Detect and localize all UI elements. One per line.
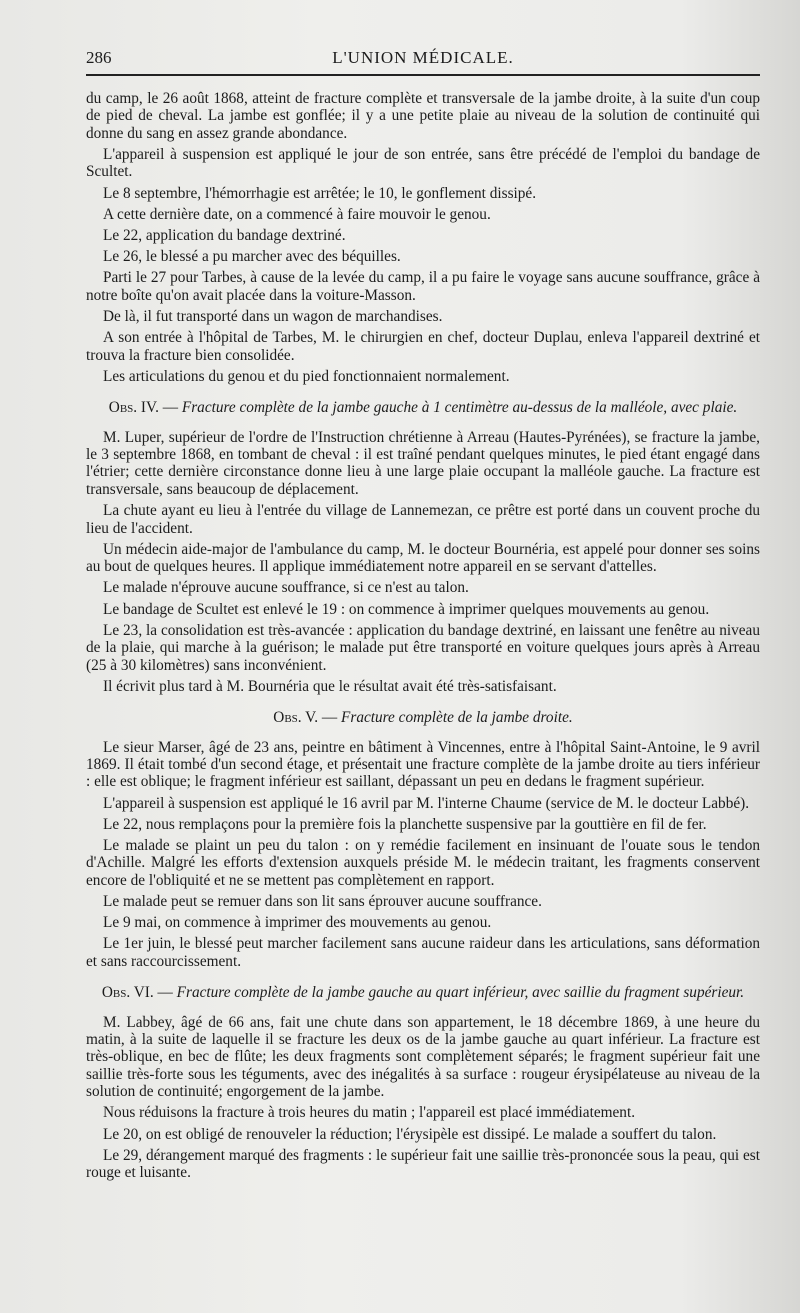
paragraph: Le 20, on est obligé de renouveler la réduction; l'érysipèle est dissipé. Le malade a souffert du talon.: [103, 1125, 717, 1143]
paragraph: De là, il fut transporté dans un wagon de marchandises.: [103, 308, 443, 326]
observation-label: Obs. VI.: [101, 984, 154, 1002]
paragraph: M. Labbey, âgé de 66 ans, fait une chute dans son appartement, le 18 décembre 1869, à une heure du matin, à la suite de laquelle il se fracture les deux os de la jambe gauche au quart inférieur. La fracture est très-oblique, en bec de flûte; les deux fragments sont complètement séparés; le fragment supérieur fait une saillie très-forte sous les téguments, avec des inégalités à sa surface : rougeur érysipélateuse au niveau de la solution de continuité; engorgement de la jambe.: [86, 1013, 760, 1101]
paragraph: Le 8 septembre, l'hémorrhagie est arrêtée; le 10, le gonflement dissipé.: [103, 184, 537, 202]
page-header: [86, 44, 760, 76]
paragraph: Il écrivit plus tard à M. Bournéria que le résultat avait été très-satisfaisant.: [103, 677, 557, 695]
paragraph: Le 22, nous remplaçons pour la première fois la planchette suspensive par la gouttière en fil de fer.: [103, 815, 707, 833]
running-title: L'UNION MÉDICALE.: [332, 48, 514, 67]
paragraph: Le malade n'éprouve aucune souffrance, si ce n'est au talon.: [103, 579, 469, 597]
paragraph: M. Luper, supérieur de l'ordre de l'Instruction chrétienne à Arreau (Hautes-Pyrénées), se fracture la jambe, le 3 septembre 1868, en tombant de cheval : il est traîné pendant quelques minutes, le pied étant engagé dans l'étrier; cette dernière circonstance donne lieu à une large plaie occupant la malléole gauche. La fracture est transversale, sans beaucoup de déplacement.: [86, 428, 760, 498]
paragraph: Nous réduisons la fracture à trois heures du matin ; l'appareil est placé immédiatement.: [103, 1104, 636, 1122]
heading-dash: —: [153, 984, 177, 1002]
paragraph: La chute ayant eu lieu à l'entrée du village de Lannemezan, ce prêtre est porté dans un couvent proche du lieu de l'accident.: [86, 502, 760, 537]
page-number: 286: [86, 48, 112, 67]
paragraph: Un médecin aide-major de l'ambulance du camp, M. le docteur Bournéria, est appelé pour donner ses soins au bout de quelques heures. Il applique immédiatement notre appareil en se servant d'attelles.: [86, 540, 760, 576]
heading-dash: —: [318, 709, 342, 727]
paragraph: Le 29, dérangement marqué des fragments : le supérieur fait une saillie très-prononcée sous la peau, qui est rouge et luisante.: [86, 1146, 760, 1182]
observation-title: Fracture complète de la jambe droite.: [341, 709, 573, 727]
paragraph: L'appareil à suspension est appliqué le jour de son entrée, sans être précédé de l'emploi du bandage de Scultet.: [86, 146, 760, 181]
observation-label: Obs. V.: [273, 709, 319, 727]
paragraph: L'appareil à suspension est appliqué le 16 avril par M. l'interne Chaume (service de M. le docteur Labbé).: [103, 794, 750, 812]
observation-label: Obs. IV.: [108, 399, 159, 417]
paragraph: Le malade se plaint un peu du talon : on y remédie facilement en insinuant de l'ouate sous le tendon d'Achille. Malgré les efforts d'extension auxquels préside M. le médecin traitant, les fragments conservent encore de l'obliquité et ne se mettent pas complètement en rapport.: [86, 836, 760, 889]
paragraph: Le bandage de Scultet est enlevé le 19 : on commence à imprimer quelques mouvements au genou.: [103, 600, 710, 618]
observation-heading: [86, 984, 760, 1001]
paragraph: Le 23, la consolidation est très-avancée : application du bandage dextriné, en laissant une fenêtre au niveau de la plaie, qui marche à la guérison; le malade put être transporté en voiture quelques jours après à Arreau (25 à 30 kilomètres) sans inconvénient.: [86, 621, 760, 674]
observation-title: Fracture complète de la jambe gauche à 1 centimètre au-dessus de la malléole, avec plaie.: [181, 399, 738, 417]
paragraph: Le sieur Marser, âgé de 23 ans, peintre en bâtiment à Vincennes, entre à l'hôpital Saint-Antoine, le 9 avril 1869. Il était tombé d'un second étage, et présentait une fracture complète de la jambe droite au tiers inférieur : elle est oblique; le fragment inférieur est saillant, dépassant un peu en dedans le fragment supérieur.: [86, 738, 760, 791]
paragraph: Le 22, application du bandage dextriné.: [103, 227, 346, 245]
paragraph: Le 26, le blessé a pu marcher avec des béquilles.: [103, 248, 401, 266]
paragraph: du camp, le 26 août 1868, atteint de fracture complète et transversale de la jambe droite, à la suite d'un coup de pied de cheval. La jambe est gonflée; il y a une petite plaie au niveau de la solution de continuité qui donne du sang en assez grande abondance.: [86, 90, 760, 142]
observation-heading: [86, 709, 760, 726]
observation-title: Fracture complète de la jambe gauche au quart inférieur, avec saillie du fragment supérieur.: [176, 984, 745, 1002]
paragraph: A son entrée à l'hôpital de Tarbes, M. le chirurgien en chef, docteur Duplau, enleva l'appareil dextriné et trouva la fracture bien consolidée.: [86, 329, 760, 364]
paragraph: Le 1er juin, le blessé peut marcher facilement sans aucune raideur dans les articulations, sans déformation et sans raccourcissement.: [86, 935, 760, 970]
paragraph: Le 9 mai, on commence à imprimer des mouvements au genou.: [103, 914, 492, 932]
paragraph: Parti le 27 pour Tarbes, à cause de la levée du camp, il a pu faire le voyage sans aucune souffrance, grâce à notre boîte qu'on avait placée dans la voiture-Masson.: [86, 269, 760, 304]
paragraph: Les articulations du genou et du pied fonctionnaient normalement.: [103, 367, 510, 385]
paragraph: A cette dernière date, on a commencé à faire mouvoir le genou.: [103, 205, 491, 223]
paragraph: Le malade peut se remuer dans son lit sans éprouver aucune souffrance.: [103, 892, 542, 910]
heading-dash: —: [158, 399, 182, 417]
article-body: [86, 90, 760, 1182]
observation-heading: [86, 399, 760, 416]
